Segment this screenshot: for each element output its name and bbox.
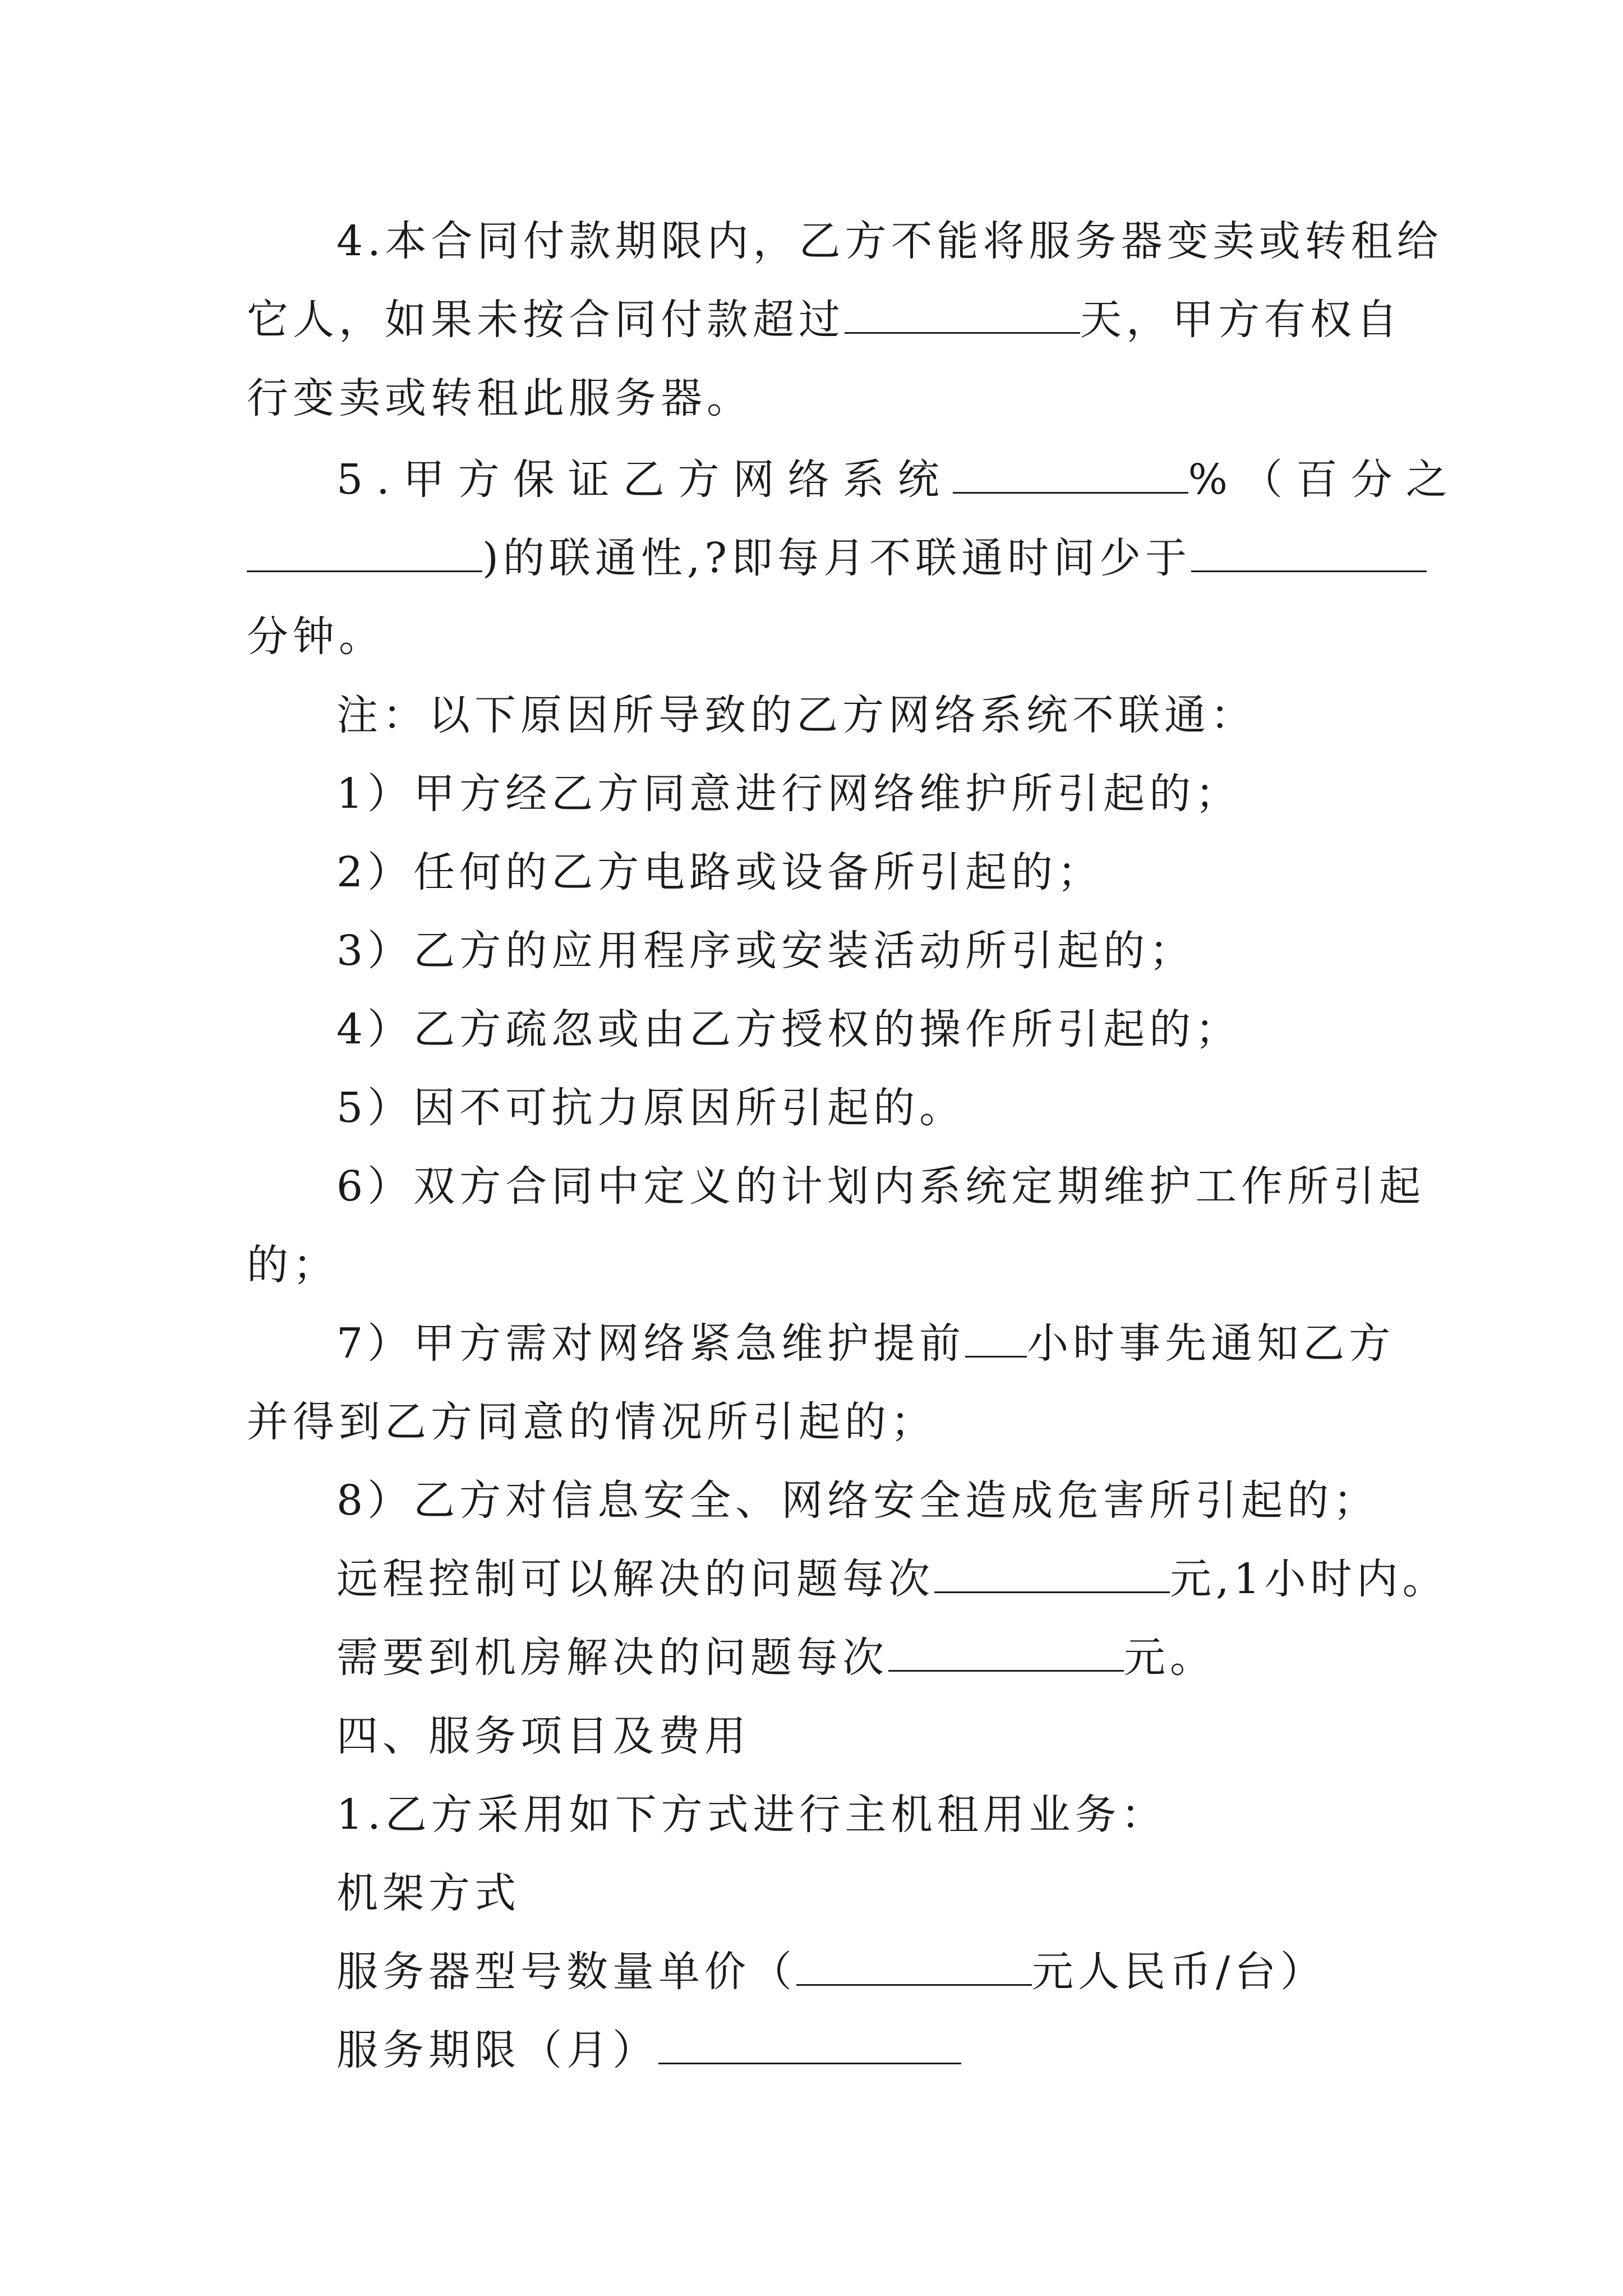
section-4-item-1 — [336, 1781, 1167, 1848]
note-item-2 — [336, 839, 1103, 906]
unit-price-blank[interactable] — [796, 1939, 1032, 1986]
overdue-days-blank[interactable] — [845, 287, 1080, 334]
text: 需要到机房解决的问题每次 — [336, 1634, 888, 1682]
rack-mode-line — [336, 1860, 520, 1927]
clause-5-line-3 — [247, 603, 385, 670]
text: 服务器型号数量单价（ — [336, 1948, 796, 1996]
text: 天，甲方有权自 — [1080, 296, 1402, 344]
text: 注：以下原因所导致的乙方网络系统不联通： — [336, 691, 1256, 739]
note-item-8 — [336, 1467, 1379, 1534]
text: 它人，如果未按合同付款超过 — [247, 296, 845, 344]
text: 服务期限（月） — [336, 2026, 658, 2074]
text: 元,1小时内。 — [1170, 1555, 1449, 1603]
note-item-5 — [336, 1074, 965, 1142]
notice-hours-blank[interactable] — [965, 1311, 1027, 1358]
note-item-6-line-1 — [336, 1153, 1425, 1220]
text: 元。 — [1124, 1634, 1216, 1682]
note-item-7-line-2 — [247, 1388, 937, 1456]
server-price-line — [336, 1938, 1326, 2005]
text: 7）甲方需对网络紧急维护提前 — [336, 1319, 966, 1368]
text: )的联通性,?即每月不联通时间少于 — [482, 534, 1192, 582]
text: 机架方式 — [336, 1869, 520, 1917]
text: 1.乙方采用如下方式进行主机租用业务： — [336, 1791, 1167, 1839]
text: %（百分之 — [1188, 455, 1461, 504]
uptime-percent-words-blank[interactable] — [247, 526, 482, 572]
clause-4-line-3 — [247, 365, 753, 432]
text: 的； — [247, 1241, 339, 1289]
clause-5-line-2 — [247, 524, 1427, 592]
onsite-fee-blank[interactable] — [888, 1625, 1124, 1672]
text: 行变卖或转租此服务器。 — [247, 374, 753, 422]
service-term-blank[interactable] — [658, 2018, 961, 2064]
note-heading — [336, 682, 1256, 749]
section-4-heading — [336, 1703, 750, 1770]
clause-4-line-2 — [247, 286, 1402, 353]
note-item-7-line-1 — [336, 1310, 1395, 1377]
text: 6）双方合同中定义的计划内系统定期维护工作所引起 — [336, 1162, 1426, 1211]
text: 8）乙方对信息安全、网络安全造成危害所引起的； — [336, 1476, 1380, 1525]
text: 4.本合同付款期限内，乙方不能将服务器变卖或转租给 — [336, 217, 1443, 265]
note-item-1 — [336, 760, 1241, 827]
clause-5-line-1 — [336, 446, 1461, 513]
text: 远程控制可以解决的问题每次 — [336, 1555, 934, 1603]
text: 并得到乙方同意的情况所引起的； — [247, 1398, 937, 1446]
note-item-3 — [336, 917, 1195, 984]
note-item-4 — [336, 996, 1241, 1063]
note-item-6-line-2 — [247, 1231, 339, 1299]
clause-4-line-1 — [336, 208, 1443, 275]
uptime-percent-blank[interactable] — [953, 447, 1188, 494]
text: 1）甲方经乙方同意进行网络维护所引起的； — [336, 770, 1242, 818]
remote-fee-line — [336, 1545, 1449, 1613]
text: 四、服务项目及费用 — [336, 1712, 750, 1760]
text: 3）乙方的应用程序或安装活动所引起的； — [336, 927, 1196, 975]
service-term-line — [336, 2017, 961, 2084]
text: 4）乙方疏忽或由乙方授权的操作所引起的； — [336, 1005, 1242, 1053]
text: 小时事先通知乙方 — [1027, 1319, 1395, 1368]
downtime-minutes-blank[interactable] — [1191, 526, 1427, 572]
text: 5）因不可抗力原因所引起的。 — [336, 1084, 966, 1132]
text: 5.甲方保证乙方网络系统 — [336, 455, 953, 504]
remote-fee-blank[interactable] — [934, 1547, 1170, 1593]
text: 分钟。 — [247, 613, 385, 661]
text: 元人民币/台） — [1032, 1948, 1326, 1996]
onsite-fee-line — [336, 1624, 1216, 1691]
text: 2）任何的乙方电路或设备所引起的； — [336, 848, 1104, 896]
